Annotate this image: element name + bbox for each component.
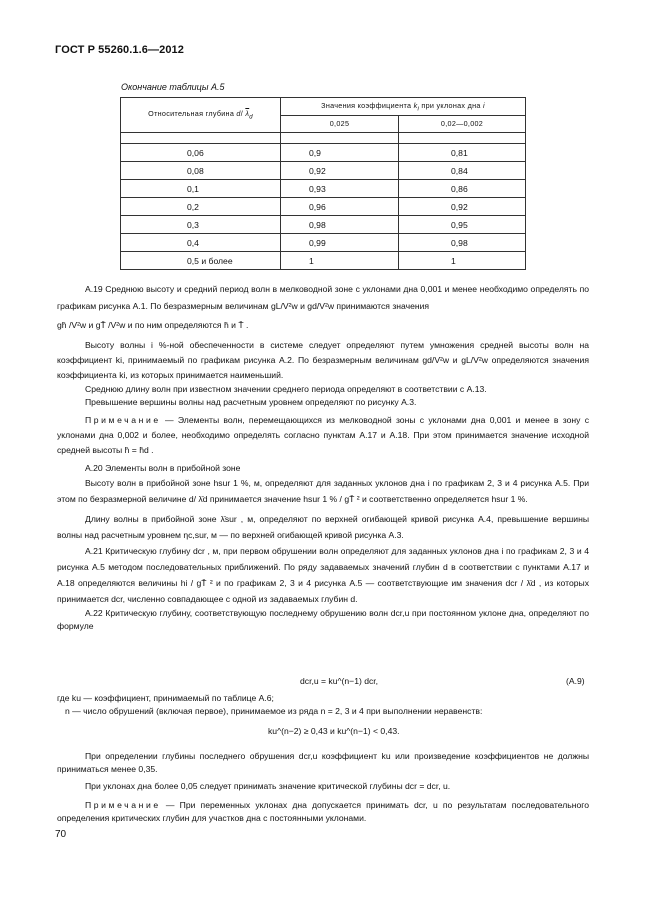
formula-inequality: ku^(n−2) ≥ 0,43 и ku^(n−1) < 0,43. (268, 726, 400, 736)
paragraph-ki: Высоту волны i %-ной обеспеченности в системе следует определяют путем умножения средней высоты волн на коэффициент ki, принимаемый по графикам рисунка А.2. По безразмерным величинам gd/V²w и gL/V²w определяются значения коэффициента ki, из которых принимается наименьший. (57, 340, 589, 380)
table-row: 0,2 0,96 0,92 (121, 198, 526, 216)
paragraph-steep-slope: При уклонах дна более 0,05 следует принимать значение критической глубины dcr = dcr, u. (85, 781, 451, 791)
note-1: Примечание — Элементы волн, перемещающихся из мелководной зоны с уклонами дна 0,001 и менее в зону с уклонами дна 0,002 и более, необходимо определять согласно пунктам А.17 и А.18. При этом принимается значение исходной средней высоты h̄ = h̄d . (57, 415, 589, 455)
table-row: 0,4 0,99 0,98 (121, 234, 526, 252)
table-row: 0,5 и более 1 1 (121, 252, 526, 270)
document-header: ГОСТ Р 55260.1.6—2012 (55, 44, 184, 56)
page-number: 70 (55, 829, 67, 840)
body-text-end (57, 750, 589, 825)
table-row: 0,06 0,9 0,81 (121, 144, 526, 162)
paragraph-wavelength: Среднюю длину волн при известном значении среднего периода определяют в соответствии с А.13. (85, 384, 487, 394)
formula-a9: dcr,u = ku^(n−1) dcr, (300, 676, 379, 686)
note-2: Примечание — При переменных уклонах дна допускается принимать dcr, u по результатам последовательного определения критических глубин для участков дна с постоянными уклонами. (57, 800, 589, 823)
table-subheader: 0,02—0,002 (399, 115, 526, 133)
paragraph-a20-title: А.20 Элементы волн в прибойной зоне (85, 463, 241, 473)
table-row: 0,1 0,93 0,86 (121, 180, 526, 198)
table-header-group: Значения коэффициента $k_i$ при уклонах дна i (281, 98, 526, 116)
where-n: n — число обрушений (включая первое), принимаемое из ряда n = 2, 3 и 4 при выполнении неравенств: (65, 706, 483, 716)
table-header-depth: Относительная глубина d/ $\overline{\lambda}_d$ (121, 98, 281, 133)
paragraph-a21: А.21 Критическую глубину dcr , м, при первом обрушении волн определяют для заданных уклонов дна i по графикам 2, 3 и 4 рисунка А.5 методом последовательных приближений. По ряду задаваемых значений глубин d в соответствии с пунктами А.17 и А.18 определяются величины hi / gT̄ ² и по графикам 2, 3 и 4 рисунка А.5 — соответствующие им значения dcr / λ̄d , из которых принимается dcr, численно совпадающее с одной из задаваемых глубин d. (57, 546, 589, 604)
paragraph-a19-cont: gh̄ /V²w и gT̄ /V²w и по ним определяются h̄ и T̄ . (57, 320, 249, 330)
table-caption: Окончание таблицы А.5 (121, 82, 225, 92)
paragraph-surf-height: Высоту волн в прибойной зоне hsur 1 %, м, определяют для заданных уклонов дна i по графикам 2, 3 и 4 рисунка А.5. При этом по безразмерной величине d/ λ̄d принимается значение hsur 1 % / gT̄ ² и соответственно определяется hsur 1 %. (57, 478, 589, 504)
paragraph-a22: А.22 Критическую глубину, соответствующую последнему обрушению волн dcr,u при постоянном уклоне дна, определяют по формуле (57, 608, 589, 631)
body-text (57, 281, 589, 633)
body-text-where (57, 692, 589, 718)
where-ku: где ku — коэффициент, принимаемый по таблице А.6; (57, 693, 274, 703)
paragraph-crest: Превышение вершины волны над расчетным уровнем определяют по рисунку А.3. (85, 397, 417, 407)
table-row: 0,3 0,98 0,95 (121, 216, 526, 234)
table-subheader: 0,025 (281, 115, 399, 133)
coefficient-table (120, 97, 526, 270)
paragraph-a19: А.19 Среднюю высоту и средний период волн в мелководной зоне с уклонами дна 0,001 и менее необходимо определять по графикам рисунка А.1. По безразмерным величинам gL/V²w и gd/V²w принимаются значения (57, 284, 589, 311)
paragraph-last-break: При определении глубины последнего обрушения dcr,u коэффициент ku или произведение коэффициентов не должны приниматься менее 0,35. (57, 751, 589, 774)
formula-a9-number: (А.9) (566, 676, 585, 686)
paragraph-surf-length: Длину волны в прибойной зоне λ̄sur , м, определяют по верхней огибающей кривой рисунка А.4, превышение вершины волны над расчетным уровнем ηc,sur, м — по верхней огибающей кривой рисунка А.3. (57, 514, 589, 540)
table-row: 0,08 0,92 0,84 (121, 162, 526, 180)
